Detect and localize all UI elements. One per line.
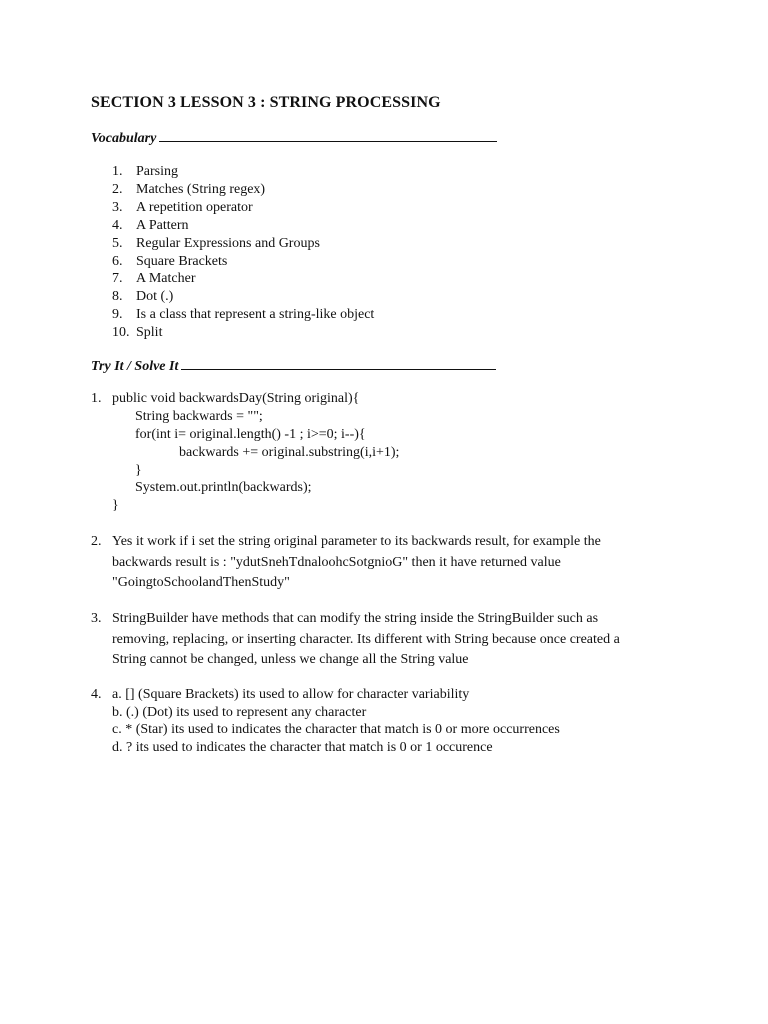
vocabulary-item [112, 253, 374, 271]
answer-line: removing, replacing, or inserting character. Its different with String because once created a [112, 631, 620, 647]
answer-text [112, 686, 560, 756]
vocabulary-item [112, 181, 374, 199]
vocabulary-item-number: 8. [112, 289, 123, 305]
code-line: } [135, 462, 142, 478]
vocabulary-item-text: Parsing [136, 164, 178, 179]
code-block [112, 390, 399, 515]
page-title: SECTION 3 LESSON 3 : STRING PROCESSING [91, 94, 441, 111]
vocabulary-item [112, 288, 374, 306]
try-it-heading [91, 359, 496, 375]
answer-number: 2. [91, 534, 102, 549]
vocabulary-item-number: 2. [112, 181, 123, 197]
answer-line: c. * (Star) its used to indicates the character that match is 0 or more occurrences [112, 722, 560, 738]
answer-line: backwards result is : "ydutSnehTdnaloohcSotgnioG" then it have returned value [112, 554, 561, 570]
vocabulary-item-text: Square Brackets [136, 253, 228, 269]
code-line: } [112, 498, 119, 514]
answer-number: 4. [91, 687, 102, 702]
answer-line: StringBuilder have methods that can modify the string inside the StringBuilder such as [112, 611, 599, 626]
answer-line: a. [] (Square Brackets) its used to allow for character variability [112, 687, 470, 702]
vocabulary-item-text: Matches (String regex) [136, 181, 266, 197]
vocabulary-list [112, 163, 374, 342]
code-line: System.out.println(backwards); [135, 480, 312, 496]
vocabulary-item-text: Dot (.) [136, 289, 174, 305]
vocabulary-item-number: 5. [112, 235, 123, 251]
answer-number: 3. [91, 611, 102, 626]
answer-line: d. ? its used to indicates the character that match is 0 or 1 occurence [112, 740, 493, 756]
vocabulary-item-number: 10. [112, 325, 130, 341]
vocabulary-item [112, 235, 374, 253]
vocabulary-item-number: 4. [112, 217, 123, 233]
vocabulary-item-text: A repetition operator [136, 199, 253, 215]
answer-text [112, 532, 601, 594]
vocabulary-item-number: 9. [112, 307, 123, 323]
code-line: for(int i= original.length() -1 ; i>=0; i--){ [135, 426, 366, 442]
vocabulary-heading-label: Vocabulary [91, 131, 157, 146]
code-line: public void backwardsDay(String original){ [112, 391, 360, 406]
vocabulary-item-number: 6. [112, 253, 123, 269]
try-it-heading-label: Try It / Solve It [91, 359, 179, 374]
vocabulary-item [112, 199, 374, 217]
answer-line: Yes it work if i set the string original parameter to its backwards result, for example the [112, 534, 601, 549]
code-line: backwards += original.substring(i,i+1); [179, 444, 400, 460]
vocabulary-item [112, 306, 374, 324]
vocabulary-item [112, 324, 374, 342]
vocabulary-item-number: 1. [112, 164, 123, 179]
vocabulary-item [112, 270, 374, 288]
vocabulary-item-number: 3. [112, 199, 123, 215]
code-line: String backwards = ""; [135, 408, 263, 424]
vocabulary-item [112, 163, 374, 181]
try-it-heading-rule [181, 368, 496, 370]
answer-text [112, 609, 620, 671]
vocabulary-heading-rule [159, 140, 497, 142]
vocabulary-item [112, 217, 374, 235]
answer-number: 1. [91, 391, 102, 406]
answer-line: String cannot be changed, unless we change all the String value [112, 652, 469, 668]
vocabulary-item-text: Is a class that represent a string-like object [136, 307, 375, 323]
vocabulary-item-number: 7. [112, 271, 123, 287]
vocabulary-item-text: A Pattern [136, 217, 189, 233]
vocabulary-heading [91, 131, 497, 147]
vocabulary-item-text: Split [136, 325, 163, 341]
answer-line: b. (.) (Dot) its used to represent any character [112, 704, 367, 720]
answer-line: "GoingtoSchoolandThenStudy" [112, 575, 290, 591]
vocabulary-item-text: A Matcher [136, 271, 196, 287]
vocabulary-item-text: Regular Expressions and Groups [136, 235, 320, 251]
